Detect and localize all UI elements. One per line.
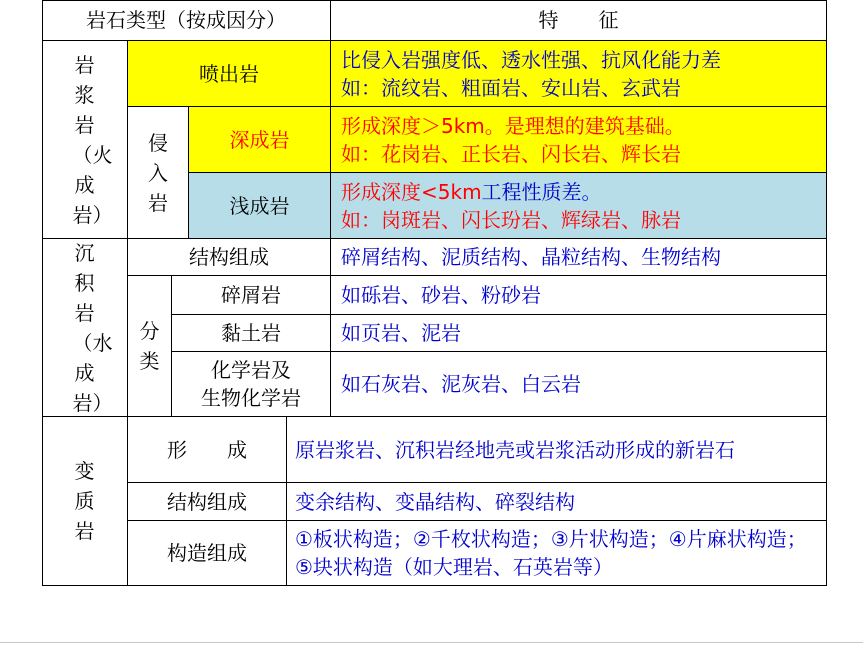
header-feature-text: 特 征 xyxy=(538,8,619,32)
meta-structure-desc-text: 变余结构、变晶结构、碎裂结构 xyxy=(295,489,575,514)
plutonic-name-text: 深成岩 xyxy=(229,127,290,152)
texture-desc-text: ①板状构造；②千枚状构造；③片状构造；④片麻状构造；⑤块状构造（如大理岩、石英岩等） xyxy=(295,527,807,579)
sed-structure-name xyxy=(128,239,331,276)
clay-name xyxy=(172,315,331,352)
sed-class-label xyxy=(128,276,172,417)
clay-desc-text: 如页岩、泥岩 xyxy=(341,321,461,345)
texture-desc xyxy=(287,521,827,586)
meta-structure-name-text: 结构组成 xyxy=(167,489,247,514)
formation-desc xyxy=(287,417,827,483)
extrusive-line2: 如：流纹岩、粗面岩、安山岩、玄武岩 xyxy=(341,75,681,100)
plutonic-line2: 如：花岗岩、正长岩、闪长岩、辉长岩 xyxy=(341,141,681,166)
texture-name-text: 构造组成 xyxy=(167,541,247,565)
formation-name xyxy=(128,417,287,483)
extrusive-desc xyxy=(331,41,827,107)
sed-class-label-text: 分类 xyxy=(139,319,160,373)
hypabyssal-line1a: 形成深度<5km xyxy=(341,179,482,204)
sedimentary-label-text: 沉积岩（水成岩） xyxy=(72,240,113,415)
clay-name-text: 黏土岩 xyxy=(221,321,281,345)
sedimentary-label xyxy=(42,239,128,417)
chemical-name-line1: 化学岩及 xyxy=(211,358,291,382)
extrusive-name-text: 喷出岩 xyxy=(199,61,259,86)
hypabyssal-line1 xyxy=(341,178,602,206)
hypabyssal-name xyxy=(189,173,331,239)
texture-name xyxy=(128,521,287,586)
extrusive-line1: 比侵入岩强度低、透水性强、抗风化能力差 xyxy=(341,47,721,72)
formation-name-text: 形 成 xyxy=(167,437,247,462)
plutonic-line1: 形成深度＞5km。是理想的建筑基础。 xyxy=(341,113,685,138)
igneous-label-text: 岩浆岩（火成岩） xyxy=(72,52,113,227)
chemical-desc xyxy=(331,352,827,417)
extrusive-name xyxy=(128,41,331,107)
hypabyssal-line2: 如：岗斑岩、闪长玢岩、辉绿岩、脉岩 xyxy=(341,207,681,232)
chemical-desc-text: 如石灰岩、泥灰岩、白云岩 xyxy=(341,372,581,396)
intrusive-label xyxy=(128,107,189,239)
meta-structure-desc xyxy=(287,483,827,521)
chemical-name xyxy=(172,352,331,417)
clay-desc xyxy=(331,315,827,352)
igneous-label xyxy=(42,41,128,239)
clastic-name-text: 碎屑岩 xyxy=(221,283,281,307)
chemical-name-line2: 生物化学岩 xyxy=(201,386,301,410)
metamorphic-label xyxy=(42,417,128,586)
hypabyssal-desc xyxy=(331,173,827,239)
plutonic-name xyxy=(189,107,331,173)
hypabyssal-name-text: 浅成岩 xyxy=(229,193,290,218)
sed-structure-name-text: 结构组成 xyxy=(189,245,269,269)
sed-structure-desc xyxy=(331,239,827,276)
meta-structure-name xyxy=(128,483,287,521)
sed-structure-desc-text: 碎屑结构、泥质结构、晶粒结构、生物结构 xyxy=(341,245,721,269)
clastic-name xyxy=(172,276,331,315)
metamorphic-label-text: 变质岩 xyxy=(74,459,95,543)
intrusive-label-text: 侵入岩 xyxy=(148,130,168,215)
clastic-desc-text: 如砾岩、砂岩、粉砂岩 xyxy=(341,283,541,307)
plutonic-desc xyxy=(331,107,827,173)
header-type xyxy=(42,0,331,41)
bottom-divider xyxy=(0,642,863,643)
clastic-desc xyxy=(331,276,827,315)
header-type-text: 岩石类型（按成因分） xyxy=(86,8,286,32)
formation-desc-text: 原岩浆岩、沉积岩经地壳或岩浆活动形成的新岩石 xyxy=(295,437,735,462)
hypabyssal-line1b: 工程性质差。 xyxy=(481,179,602,204)
header-feature xyxy=(331,0,827,41)
